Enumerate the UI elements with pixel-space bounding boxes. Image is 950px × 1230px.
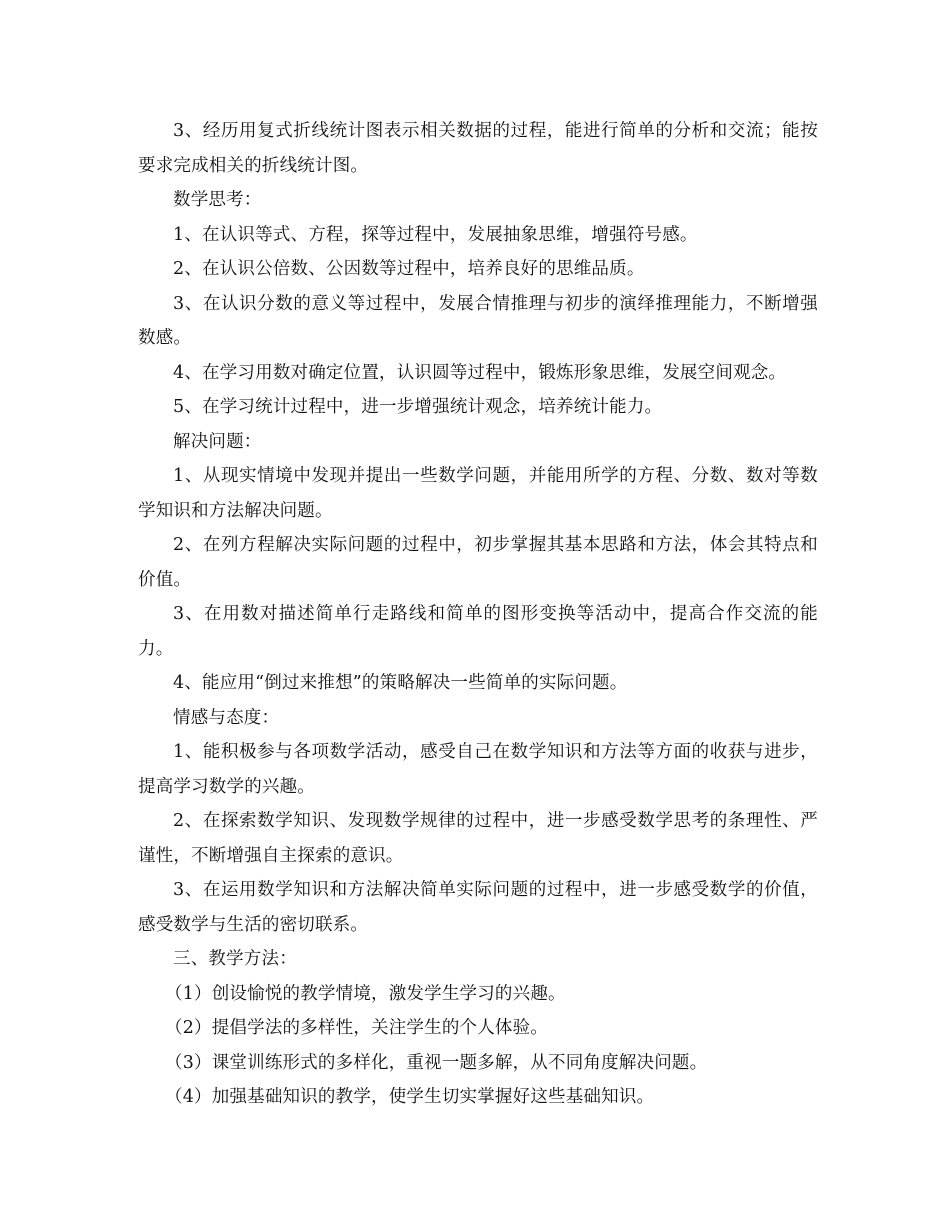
- paragraph-method-1: （1）创设愉悦的教学情境，激发学生学习的兴趣。: [165, 983, 566, 1004]
- paragraph-emotion-2: 2、在探索数学知识、发现数学规律的过程中，进一步感受数学思考的条理性、严谨性，不断增强自主探索的意识。: [138, 811, 818, 866]
- document-body: [138, 114, 818, 1115]
- section-heading-math-thinking: 数学思考：: [173, 190, 262, 210]
- paragraph-thinking-3: 3、在认识分数的意义等过程中，发展合情推理与初步的演绎推理能力，不断增强数感。: [138, 293, 818, 348]
- paragraph-thinking-5: 5、在学习统计过程中，进一步增强统计观念，培养统计能力。: [173, 397, 663, 417]
- paragraph-thinking-4: 4、在学习用数对确定位置，认识圆等过程中，锻炼形象思维，发展空间观念。: [173, 362, 787, 383]
- paragraph-method-3: （3）课堂训练形式的多样化，重视一题多解，从不同角度解决问题。: [165, 1052, 708, 1073]
- section-heading-emotion-attitude: 情感与态度：: [173, 707, 280, 728]
- paragraph-emotion-1: 1、能积极参与各项数学活动，感受自己在数学知识和方法等方面的收获与进步，提高学习数学的兴趣。: [138, 742, 818, 797]
- paragraph-method-4: （4）加强基础知识的教学，使学生切实掌握好这些基础知识。: [165, 1087, 655, 1107]
- section-heading-teaching-methods: 三、教学方法：: [173, 949, 297, 969]
- paragraph-problem-3: 3、在用数对描述简单行走路线和简单的图形变换等活动中，提高合作交流的能力。: [138, 604, 818, 659]
- paragraph-thinking-1: 1、在认识等式、方程，探等过程中，发展抽象思维，增强符号感。: [173, 224, 698, 245]
- paragraph-thinking-2: 2、在认识公倍数、公因数等过程中，培养良好的思维品质。: [173, 259, 645, 279]
- paragraph-problem-4: 4、能应用“倒过来推想”的策略解决一些简单的实际问题。: [173, 673, 628, 693]
- section-heading-problem-solving: 解决问题：: [173, 431, 262, 452]
- paragraph-method-2: （2）提倡学法的多样性，关注学生的个人体验。: [165, 1018, 549, 1038]
- paragraph-objective-3: 3、经历用复式折线统计图表示相关数据的过程，能进行简单的分析和交流；能按要求完成相关的折线统计图。: [138, 121, 818, 176]
- paragraph-problem-2: 2、在列方程解决实际问题的过程中，初步掌握其基本思路和方法，体会其特点和价值。: [138, 535, 818, 590]
- paragraph-emotion-3: 3、在运用数学知识和方法解决简单实际问题的过程中，进一步感受数学的价值，感受数学与生活的密切联系。: [138, 880, 818, 935]
- paragraph-problem-1: 1、从现实情境中发现并提出一些数学问题，并能用所学的方程、分数、数对等数学知识和方法解决问题。: [138, 466, 818, 521]
